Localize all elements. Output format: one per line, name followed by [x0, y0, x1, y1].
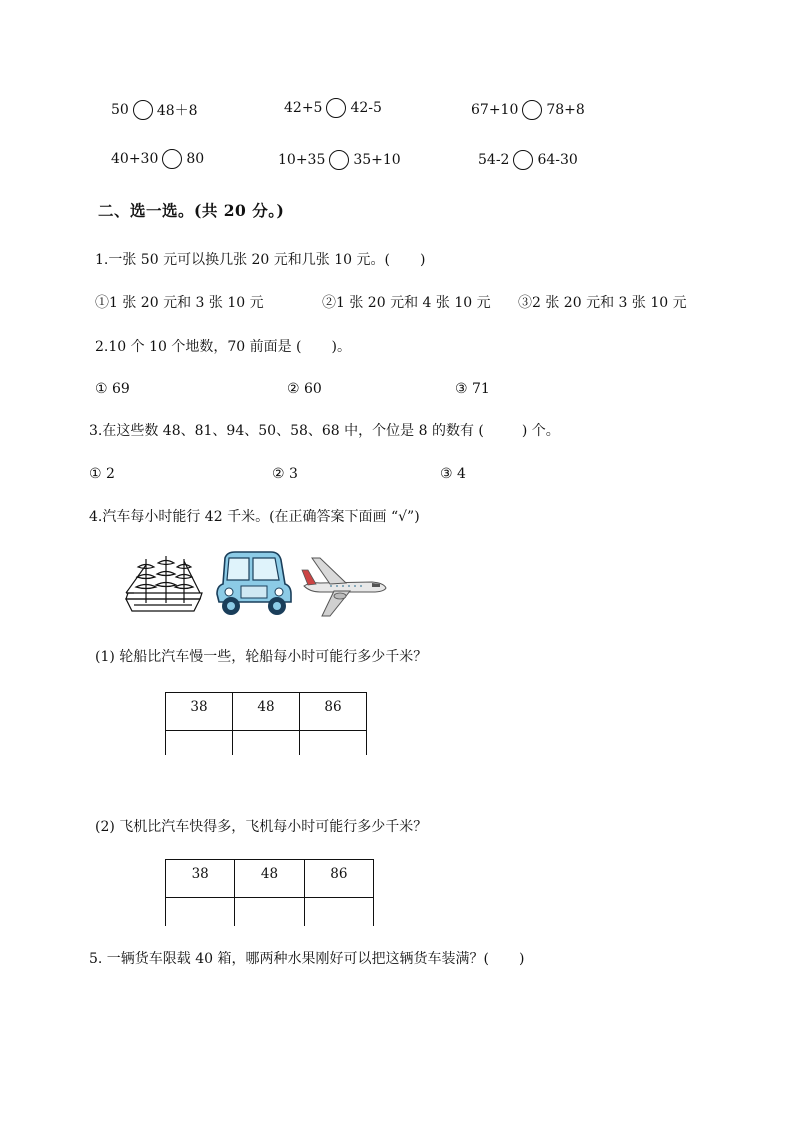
question-2-close: )。 [331, 339, 351, 355]
question-3 [89, 424, 560, 438]
question-3-text: 3.在这些数 48、81、94、50、58、68 中，个位是 8 的数有 ( [89, 423, 484, 439]
question-1 [95, 253, 425, 267]
comparison-right: 35+10 [353, 152, 401, 168]
q1-option-2[interactable]: ②1 张 20 元和 4 张 10 元 [322, 295, 491, 311]
q2-option-2[interactable]: ② 60 [287, 381, 322, 397]
check-cell[interactable] [233, 731, 300, 755]
comparison-left: 42+5 [284, 100, 323, 116]
car-icon [215, 550, 293, 616]
comparison-left: 54-2 [478, 152, 510, 168]
comparison-6 [478, 150, 578, 170]
q3-option-3[interactable]: ③ 4 [440, 466, 466, 482]
comparison-2 [284, 98, 382, 118]
question-3-close: ) 个。 [521, 423, 560, 439]
question-5-close: ) [518, 951, 525, 967]
comparison-left: 40+30 [111, 151, 159, 167]
q4-sub1: (1) 轮船比汽车慢一些，轮船每小时可能行多少千米？ [95, 649, 428, 665]
answer-table-1 [165, 692, 367, 755]
question-2-text: 2.10 个 10 个地数，70 前面是 ( [95, 339, 302, 355]
table-cell: 38 [166, 860, 235, 898]
q1-option-3[interactable]: ③2 张 20 元和 3 张 10 元 [518, 295, 687, 311]
question-1-close: ) [419, 252, 426, 268]
question-4: 4.汽车每小时能行 42 千米。(在正确答案下面画 “√”) [89, 509, 420, 525]
comparison-3 [471, 100, 585, 120]
q1-option-1[interactable]: ①1 张 20 元和 3 张 10 元 [95, 295, 264, 311]
answer-circle[interactable] [522, 100, 542, 120]
table-cell: 38 [166, 693, 233, 731]
section-heading: 二、选一选。(共 20 分。) [98, 201, 285, 220]
question-5-text: 5. 一辆货车限载 40 箱，哪两种水果刚好可以把这辆货车装满？( [89, 951, 489, 967]
comparison-left: 67+10 [471, 102, 519, 118]
q4-sub2: (2) 飞机比汽车快得多，飞机每小时可能行多少千米？ [95, 819, 428, 835]
check-cell[interactable] [300, 731, 367, 755]
comparison-left: 10+35 [278, 152, 326, 168]
airplane-icon [300, 556, 388, 618]
check-cell[interactable] [235, 898, 304, 926]
answer-circle[interactable] [162, 149, 182, 169]
comparison-right: 48＋8 [156, 103, 198, 119]
q2-option-1[interactable]: ① 69 [95, 381, 130, 397]
question-1-text: 1.一张 50 元可以换几张 20 元和几张 10 元。( [95, 252, 390, 268]
table-cell: 48 [233, 693, 300, 731]
q3-option-1[interactable]: ① 2 [89, 466, 115, 482]
comparison-4 [111, 149, 204, 169]
question-5 [89, 952, 524, 966]
q2-option-3[interactable]: ③ 71 [455, 381, 490, 397]
comparison-right: 80 [186, 151, 205, 167]
answer-circle[interactable] [329, 150, 349, 170]
table-cell: 86 [304, 860, 373, 898]
comparison-right: 78+8 [546, 102, 585, 118]
table-cell: 86 [300, 693, 367, 731]
comparison-left: 50 [111, 102, 129, 118]
check-cell[interactable] [166, 898, 235, 926]
comparison-1 [111, 100, 198, 120]
q3-option-2[interactable]: ② 3 [272, 466, 298, 482]
comparison-right: 42-5 [350, 100, 382, 116]
answer-circle[interactable] [133, 100, 153, 120]
question-2 [95, 340, 351, 354]
check-cell[interactable] [304, 898, 373, 926]
table-cell: 48 [235, 860, 304, 898]
check-cell[interactable] [166, 731, 233, 755]
answer-circle[interactable] [513, 150, 533, 170]
answer-circle[interactable] [326, 98, 346, 118]
answer-table-2 [165, 859, 374, 926]
comparison-5 [278, 150, 401, 170]
ship-icon [122, 553, 204, 619]
comparison-right: 64-30 [537, 152, 578, 168]
